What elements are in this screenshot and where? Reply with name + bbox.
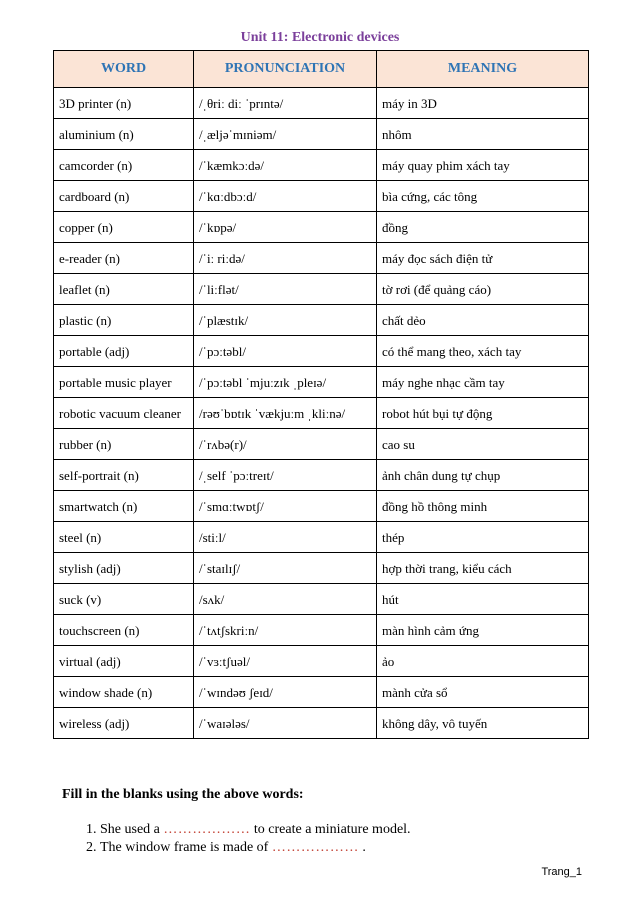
table-row [54, 522, 589, 553]
page-number: Trang_1 [541, 866, 582, 878]
meaning-cell: bìa cứng, các tông [377, 181, 589, 212]
pronunciation-cell: /ˈwɪndəʊ ʃeɪd/ [194, 677, 377, 708]
meaning-cell: tờ rơi (để quảng cáo) [377, 274, 589, 305]
table-row [54, 677, 589, 708]
exercise-text-after: to create a miniature model. [250, 822, 411, 837]
table-row [54, 367, 589, 398]
pronunciation-cell: /ˈrʌbə(r)/ [194, 429, 377, 460]
meaning-cell: máy đọc sách điện tử [377, 243, 589, 274]
meaning-cell: ảnh chân dung tự chụp [377, 460, 589, 491]
table-row [54, 336, 589, 367]
word-cell: smartwatch (n) [54, 491, 194, 522]
table-row [54, 398, 589, 429]
word-cell: rubber (n) [54, 429, 194, 460]
word-cell: stylish (adj) [54, 553, 194, 584]
word-cell: plastic (n) [54, 305, 194, 336]
pronunciation-cell: /ˈiː riːdə/ [194, 243, 377, 274]
word-cell: window shade (n) [54, 677, 194, 708]
word-cell: steel (n) [54, 522, 194, 553]
pronunciation-cell: /ˈliːflət/ [194, 274, 377, 305]
word-cell: e-reader (n) [54, 243, 194, 274]
table-row [54, 584, 589, 615]
table-row [54, 274, 589, 305]
meaning-cell: có thể mang theo, xách tay [377, 336, 589, 367]
pronunciation-cell: /ˌθriː diː ˈprɪntə/ [194, 88, 377, 119]
exercise-list [62, 821, 602, 857]
exercise-text-before: She used a [100, 822, 164, 837]
word-cell: cardboard (n) [54, 181, 194, 212]
word-cell: virtual (adj) [54, 646, 194, 677]
word-cell: camcorder (n) [54, 150, 194, 181]
vocabulary-table [53, 50, 589, 739]
pronunciation-cell: /ˌself ˈpɔːtreɪt/ [194, 460, 377, 491]
pronunciation-cell: /ˈkɑːdbɔːd/ [194, 181, 377, 212]
meaning-cell: màn hình cảm ứng [377, 615, 589, 646]
word-cell: 3D printer (n) [54, 88, 194, 119]
table-row [54, 491, 589, 522]
header-meaning: MEANING [377, 51, 589, 88]
exercise-text-after: . [358, 840, 366, 855]
header-pronunciation: PRONUNCIATION [194, 51, 377, 88]
word-cell: touchscreen (n) [54, 615, 194, 646]
word-cell: suck (v) [54, 584, 194, 615]
pronunciation-cell: /ˈwaɪələs/ [194, 708, 377, 739]
pronunciation-cell: /ˈsmɑːtwɒtʃ/ [194, 491, 377, 522]
word-cell: portable music player [54, 367, 194, 398]
table-body [54, 88, 589, 739]
word-cell: robotic vacuum cleaner [54, 398, 194, 429]
pronunciation-cell: /ˈplæstɪk/ [194, 305, 377, 336]
meaning-cell: không dây, vô tuyến [377, 708, 589, 739]
meaning-cell: máy nghe nhạc cầm tay [377, 367, 589, 398]
meaning-cell: cao su [377, 429, 589, 460]
pronunciation-cell: /ˈtʌtʃskriːn/ [194, 615, 377, 646]
pronunciation-cell: /ˈkɒpə/ [194, 212, 377, 243]
pronunciation-cell: /sʌk/ [194, 584, 377, 615]
meaning-cell: ảo [377, 646, 589, 677]
meaning-cell: chất dẻo [377, 305, 589, 336]
exercise-blank[interactable]: ……………… [271, 840, 359, 855]
meaning-cell: máy in 3D [377, 88, 589, 119]
exercise-section [62, 787, 602, 857]
table-row [54, 429, 589, 460]
table-row [54, 181, 589, 212]
table-row [54, 708, 589, 739]
word-cell: leaflet (n) [54, 274, 194, 305]
exercise-title: Fill in the blanks using the above words: [62, 787, 304, 802]
meaning-cell: thép [377, 522, 589, 553]
meaning-cell: robot hút bụi tự động [377, 398, 589, 429]
meaning-cell: đồng hồ thông minh [377, 491, 589, 522]
word-cell: self-portrait (n) [54, 460, 194, 491]
table-row [54, 243, 589, 274]
table-row [54, 305, 589, 336]
table-row [54, 460, 589, 491]
meaning-cell: đồng [377, 212, 589, 243]
exercise-item [100, 821, 602, 839]
table-row [54, 615, 589, 646]
pronunciation-cell: /ˌæljəˈmɪniəm/ [194, 119, 377, 150]
table-row [54, 212, 589, 243]
table-row [54, 150, 589, 181]
table-row [54, 553, 589, 584]
table-row [54, 646, 589, 677]
table-row [54, 88, 589, 119]
exercise-text-before: The window frame is made of [100, 840, 272, 855]
page-title: Unit 11: Electronic devices [240, 30, 400, 45]
word-cell: portable (adj) [54, 336, 194, 367]
word-cell: wireless (adj) [54, 708, 194, 739]
pronunciation-cell: /ˈpɔːtəbl ˈmjuːzɪk ˌpleɪə/ [194, 367, 377, 398]
meaning-cell: nhôm [377, 119, 589, 150]
meaning-cell: hợp thời trang, kiểu cách [377, 553, 589, 584]
pronunciation-cell: /ˈpɔːtəbl/ [194, 336, 377, 367]
meaning-cell: mành cửa sổ [377, 677, 589, 708]
header-word: WORD [54, 51, 194, 88]
table-row [54, 119, 589, 150]
pronunciation-cell: /ˈstaɪlɪʃ/ [194, 553, 377, 584]
pronunciation-cell: /ˈvɜːtʃuəl/ [194, 646, 377, 677]
word-cell: copper (n) [54, 212, 194, 243]
meaning-cell: hút [377, 584, 589, 615]
pronunciation-cell: /rəʊˈbɒtɪk ˈvækjuːm ˌkliːnə/ [194, 398, 377, 429]
pronunciation-cell: /ˈkæmkɔːdə/ [194, 150, 377, 181]
table-header-row [54, 51, 589, 88]
exercise-blank[interactable]: ……………… [163, 822, 251, 837]
word-cell: aluminium (n) [54, 119, 194, 150]
pronunciation-cell: /stiːl/ [194, 522, 377, 553]
meaning-cell: máy quay phim xách tay [377, 150, 589, 181]
exercise-item [100, 839, 602, 857]
